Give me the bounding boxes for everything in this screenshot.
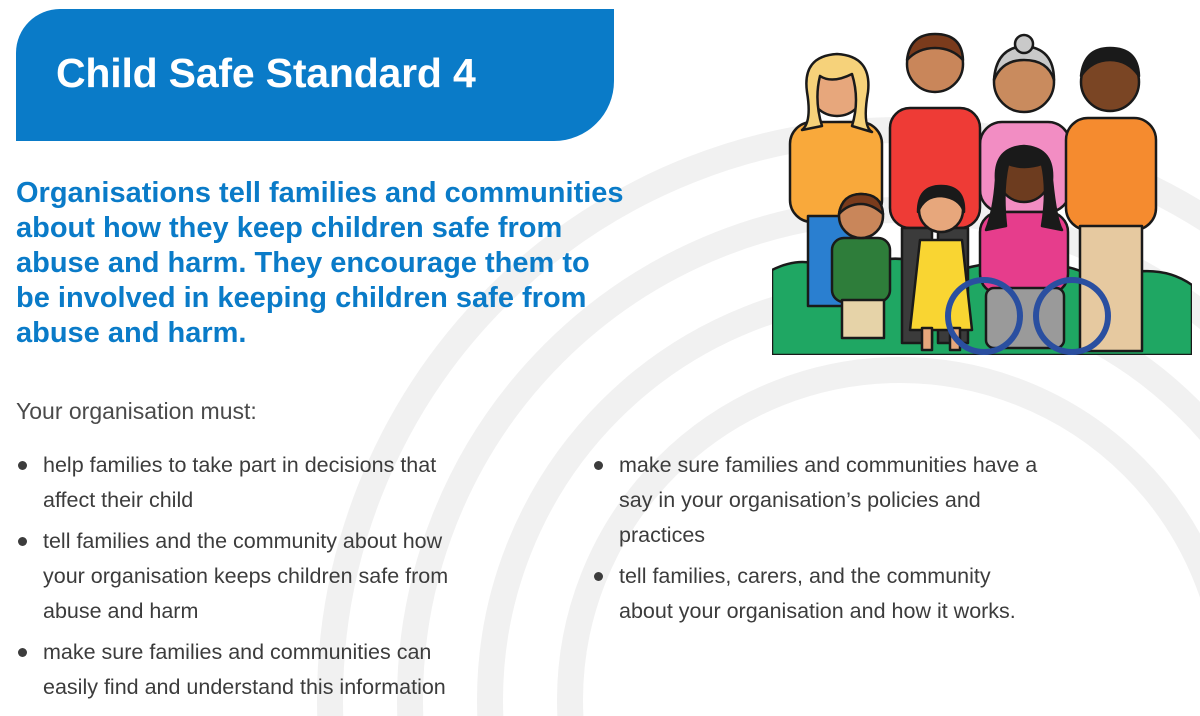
- requirements-list-left: [16, 448, 536, 711]
- list-item-line: tell families and the community about how: [43, 529, 443, 553]
- list-item: [16, 635, 536, 705]
- list-item-line: help families to take part in decisions that: [43, 453, 437, 477]
- list-item-line: abuse and harm: [43, 599, 199, 623]
- description-line: abuse and harm.: [16, 317, 247, 349]
- description-line: abuse and harm. They encourage them to: [16, 247, 590, 279]
- list-item: [592, 448, 1152, 553]
- bullet-icon: [594, 572, 603, 581]
- description-line: be involved in keeping children safe from: [16, 282, 587, 314]
- list-item-line: practices: [619, 523, 706, 547]
- description-line: Organisations tell families and communities: [16, 177, 624, 209]
- list-item-line: about your organisation and how it works.: [619, 599, 1016, 623]
- list-item-line: easily find and understand this information: [43, 675, 446, 699]
- list-item-line: say in your organisation’s policies and: [619, 488, 981, 512]
- bullet-icon: [594, 461, 603, 470]
- page-title: Child Safe Standard 4: [56, 50, 476, 96]
- section-heading: Your organisation must:: [16, 398, 257, 424]
- list-item: [592, 559, 1152, 629]
- list-item-line: affect their child: [43, 488, 194, 512]
- list-item-line: tell families, carers, and the community: [619, 564, 991, 588]
- bullet-icon: [18, 537, 27, 546]
- list-item: [16, 524, 536, 629]
- list-item-line: make sure families and communities have a: [619, 453, 1038, 477]
- requirements-list-right: [592, 448, 1152, 635]
- description-line: about how they keep children safe from: [16, 212, 563, 244]
- group-of-people-illustration: [772, 30, 1192, 355]
- standard-description: [16, 176, 756, 351]
- bullet-icon: [18, 461, 27, 470]
- list-item-line: your organisation keeps children safe from: [43, 564, 449, 588]
- list-item: [16, 448, 536, 518]
- bullet-icon: [18, 648, 27, 657]
- list-item-line: make sure families and communities can: [43, 640, 432, 664]
